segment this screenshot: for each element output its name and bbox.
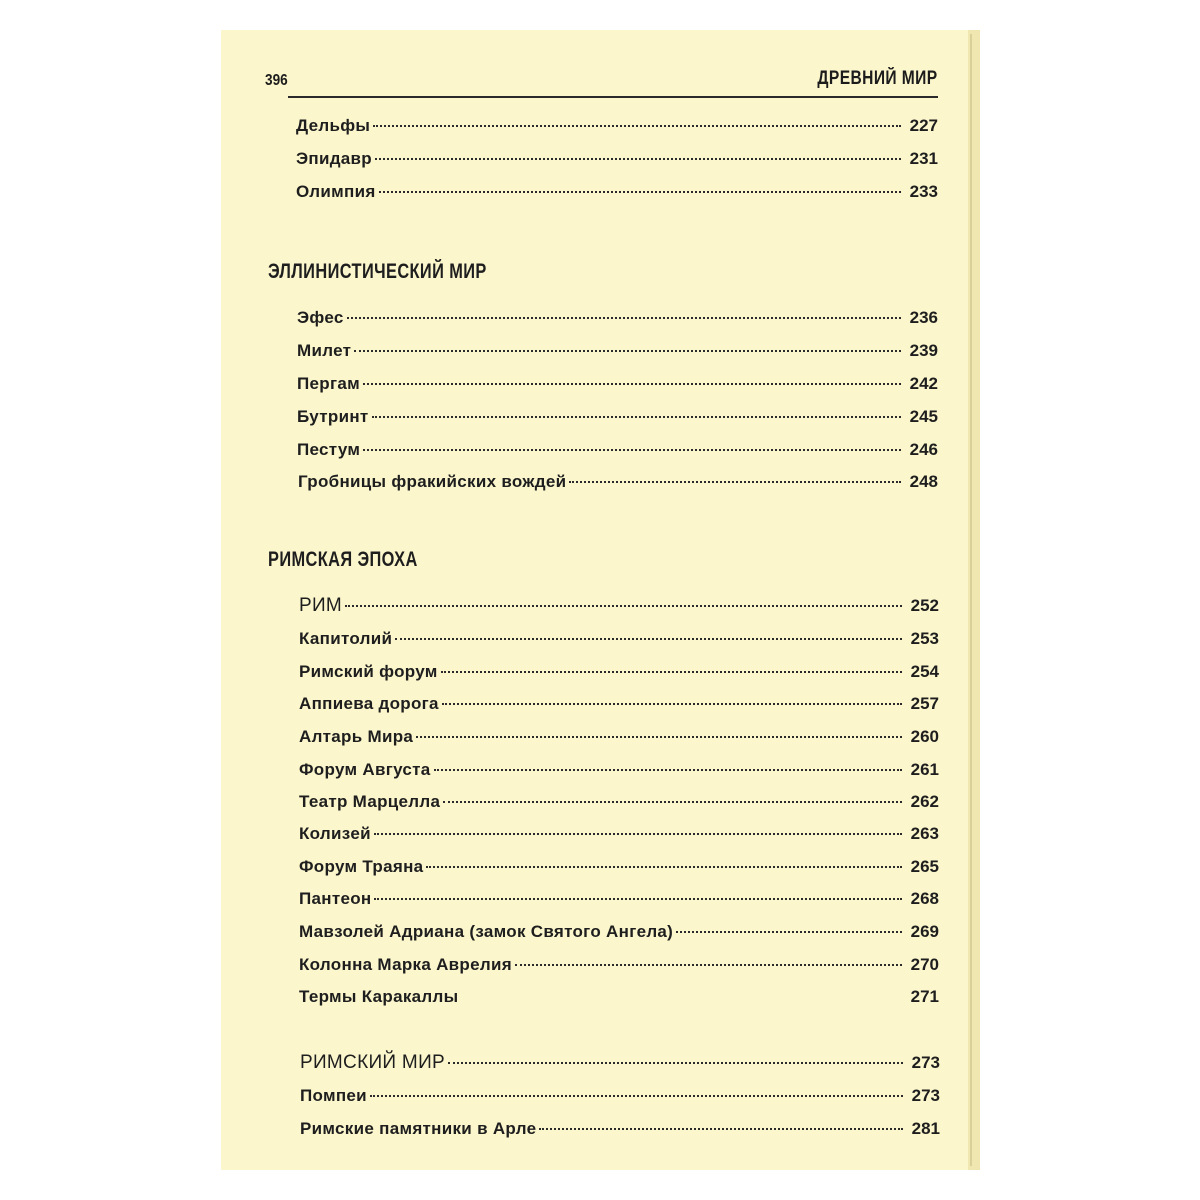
toc-entry-title: Эпидавр xyxy=(296,149,372,168)
toc-entry[interactable] xyxy=(299,727,939,755)
toc-entry-page: 265 xyxy=(910,857,939,876)
dot-leader xyxy=(374,898,902,900)
toc-entry-page: 261 xyxy=(910,760,939,779)
toc-entry[interactable] xyxy=(299,792,939,820)
toc-entry[interactable] xyxy=(299,857,939,885)
toc-entry-page: 233 xyxy=(909,182,938,201)
toc-entry-title: Капитолий xyxy=(299,629,393,648)
dot-leader xyxy=(442,703,902,705)
toc-entry-title: Эфес xyxy=(297,308,344,327)
dot-leader xyxy=(372,416,901,418)
toc-entry-page: 273 xyxy=(911,1086,940,1105)
toc-entry-page: 268 xyxy=(910,889,939,908)
dot-leader xyxy=(363,383,901,385)
toc-entry-page: 252 xyxy=(910,596,939,615)
toc-entry-title: Форум Траяна xyxy=(299,857,424,876)
toc-entry-title: Милет xyxy=(297,341,352,360)
toc-entry[interactable] xyxy=(299,760,939,788)
toc-entry-page: 257 xyxy=(910,694,939,713)
toc-entry[interactable] xyxy=(297,440,938,468)
dot-leader xyxy=(374,833,902,835)
toc-entry-page: 227 xyxy=(909,116,938,135)
toc-entry[interactable] xyxy=(300,1119,940,1147)
dot-leader xyxy=(345,605,902,607)
toc-entry-title: Пергам xyxy=(297,374,360,393)
toc-entry-page: 263 xyxy=(910,824,939,843)
toc-entry-title: Театр Марцелла xyxy=(299,792,441,811)
section-heading: ЭЛЛИНИСТИЧЕСКИЙ МИР xyxy=(268,260,487,283)
toc-entry-title: Алтарь Мира xyxy=(299,727,414,746)
dot-leader xyxy=(347,317,901,319)
dot-leader xyxy=(515,964,902,966)
dot-leader xyxy=(354,350,901,352)
toc-entry[interactable] xyxy=(299,662,939,690)
toc-entry-page: 260 xyxy=(910,727,939,746)
toc-entry[interactable] xyxy=(296,182,938,210)
dot-leader xyxy=(379,191,901,193)
toc-entry[interactable] xyxy=(297,407,938,435)
dot-leader xyxy=(569,481,901,483)
toc-entry-title: Помпеи xyxy=(300,1086,367,1105)
toc-entry[interactable] xyxy=(299,694,939,722)
dot-leader xyxy=(448,1062,903,1064)
dot-leader xyxy=(416,736,902,738)
toc-entry-title: РИМСКИЙ МИР xyxy=(300,1052,445,1073)
dot-leader xyxy=(443,801,902,803)
toc-entry-page: 262 xyxy=(910,792,939,811)
toc-entry-title: Мавзолей Адриана (замок Святого Ангела) xyxy=(299,922,674,941)
page-edge-line xyxy=(970,34,972,1166)
toc-entry[interactable] xyxy=(297,374,938,402)
toc-entry-title: Бутринт xyxy=(297,407,369,426)
toc-entry-title: Дельфы xyxy=(296,116,371,135)
section-heading: РИМСКАЯ ЭПОХА xyxy=(268,548,418,571)
toc-entry[interactable] xyxy=(299,629,939,657)
book-title: ДРЕВНИЙ МИР xyxy=(817,68,938,89)
toc-entry-title: Гробницы фракийских вождей xyxy=(298,472,567,491)
toc-entry-title: Термы Каракаллы xyxy=(299,987,459,1006)
toc-entry-title: РИМ xyxy=(299,595,343,616)
toc-entry-title: Аппиева дорога xyxy=(299,694,439,713)
toc-entry[interactable] xyxy=(299,595,939,623)
toc-entry-page: 269 xyxy=(910,922,939,941)
toc-entry[interactable] xyxy=(299,955,939,983)
toc-entry-page: 242 xyxy=(909,374,938,393)
toc-entry-page: 270 xyxy=(910,955,939,974)
toc-entry-page: 281 xyxy=(911,1119,940,1138)
toc-entry[interactable] xyxy=(300,1052,940,1080)
toc-entry-page: 239 xyxy=(909,341,938,360)
dot-leader xyxy=(395,638,902,640)
toc-entry-title: Пантеон xyxy=(299,889,372,908)
toc-entry-title: Колонна Марка Аврелия xyxy=(299,955,512,974)
toc-entry[interactable] xyxy=(297,308,938,336)
dot-leader xyxy=(434,769,902,771)
toc-entry-title: Римские памятники в Арле xyxy=(300,1119,537,1138)
toc-entry[interactable] xyxy=(299,922,939,950)
toc-entry[interactable] xyxy=(299,889,939,917)
toc-entry-page: 231 xyxy=(909,149,938,168)
dot-leader xyxy=(539,1128,903,1130)
dot-leader xyxy=(375,158,901,160)
toc-entry[interactable] xyxy=(300,1086,940,1114)
dot-leader xyxy=(370,1095,903,1097)
toc-entry[interactable] xyxy=(298,472,938,500)
toc-entry-page: 271 xyxy=(910,987,939,1006)
toc-entry-page: 273 xyxy=(911,1053,940,1072)
toc-entry[interactable] xyxy=(299,824,939,852)
header-rule xyxy=(288,96,938,98)
toc-entry-page: 236 xyxy=(909,308,938,327)
toc-entry-page: 253 xyxy=(910,629,939,648)
toc-entry-page: 245 xyxy=(909,407,938,426)
toc-entry-page: 254 xyxy=(910,662,939,681)
dot-leader xyxy=(676,931,902,933)
toc-entry-title: Колизей xyxy=(299,824,371,843)
toc-entry-title: Римский форум xyxy=(299,662,438,681)
dot-leader xyxy=(363,449,901,451)
toc-entry-title: Форум Августа xyxy=(299,760,431,779)
page-number: 396 xyxy=(265,72,288,89)
dot-leader xyxy=(373,125,901,127)
toc-entry-title: Пестум xyxy=(297,440,361,459)
dot-leader xyxy=(441,671,902,673)
toc-entry-page: 248 xyxy=(909,472,938,491)
toc-entry-title: Олимпия xyxy=(296,182,376,201)
toc-entry[interactable] xyxy=(299,987,939,1015)
toc-entry[interactable] xyxy=(296,116,938,144)
toc-entry-page: 246 xyxy=(909,440,938,459)
dot-leader xyxy=(426,866,902,868)
toc-entry[interactable] xyxy=(296,149,938,177)
toc-entry[interactable] xyxy=(297,341,938,369)
running-head xyxy=(265,66,938,96)
